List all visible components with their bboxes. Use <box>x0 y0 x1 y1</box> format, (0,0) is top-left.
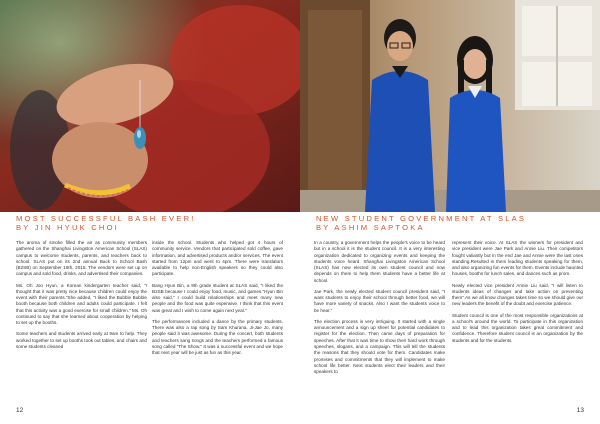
paragraph: The aroma of smoke filled the air as community members gathered on the Shanghai Livingston American School (SLAS) campus to welcome students, parents, and teachers back to school. SLAS put on its 2nd annual Back to School Bash (B2SB) on September 19th, 2015. The vendors were set up on campus and sold food, drinks, and advertised their companies. <box>16 240 147 277</box>
paragraph: The performances included a dance by the primary students. There was also a rap song by Sam Khurana. Ji-Jae Jo, many people said it was awesome. During the concert, both students and teachers sang songs and the teachers performed a famous song called "The Show." It was a successful event and we hope that next year will be just as fun as this year. <box>152 318 283 356</box>
article-column-2 <box>152 240 283 361</box>
article-column-2 <box>452 240 583 349</box>
bash-photo <box>0 0 300 212</box>
article-headline: MOST SUCCESSFUL BASH EVER! <box>16 214 196 223</box>
paragraph: In a country, a government helps the people's voice to be heard but in a school it is the student council. It is a very interesting organization dedicated to organizing events and keeping the students voice heard. Shanghai Livingston American School (SLAS) has now elected its own student council and now depends on them to help them students have a better life at school. <box>314 240 445 283</box>
page-number: 12 <box>16 407 24 414</box>
paragraph: represent their voice. At SLAS the winners for president and vice president were Jae Park and Annie Liu. Their competitors fought valiantly but in the end Jae and Annie were the last ones standing.Resulted in them leading students speaking for them, and also organizing fun events for them. Events include haunted houses, booths for lunch sales, and dances such as prom. <box>452 240 583 277</box>
article-headline: NEW STUDENT GOVERNMENT AT SLAS <box>316 214 527 223</box>
paragraph: The election process is very intriguing. It started with a single announcement and a sign up sheet for potential candidates to register for the election. Then came days of preparation for speeches. After that it was time to show their hard work through speeches, slogans, and a campaign. This will tell the students the reasons that they should vote for them. Candidates make promises and commitments that they will implement to make school life better. Next students elect their leaders and their speakers to <box>314 318 445 375</box>
page-number: 13 <box>576 407 584 414</box>
paragraph: inside the school. Students who helped got 4 hours of community service. Vendors that participated sold coffee, gave information, and advertised products and/or services. The event started from 12pm and went to 4pm. There were translators available to help non-English speakers so they could also participate. <box>152 240 283 277</box>
article-byline: BY ASHIM SAPTOKA <box>316 223 425 232</box>
student-government-photo <box>300 0 600 212</box>
right-page <box>300 0 600 424</box>
article-column-1 <box>314 240 445 380</box>
article-column-1 <box>16 240 147 355</box>
article-byline: BY JIN HYUK CHOI <box>16 223 119 232</box>
paragraph: Ms. Oh Joo Hyun, a Korean kindergarten teacher said, "I thought that it was pretty nice because children could enjoy the event with their parents."She added, "I liked the Bubble Bubble booth because both children and adults could participate. I felt that this activity was a good exercise for small children." Ms. Oh continued to say that she learned about cooperation by helping to set up the booths. <box>16 282 147 326</box>
paragraph: Newly elected vice president Annie Liu said, "I will listen to students ideas of changes and take action on preventing them".As we all know changes takes time so we should give our new leaders the benefit of the doubt and exercise patience. <box>452 282 583 307</box>
paragraph: Jae Park, the newly elected student council president said, "I want students to enjoy their school through better food, we will have more variety of snacks. Also I want the students voice to be hear." <box>314 288 445 313</box>
paragraph: Bang Hyun Bin, a 9th grade student at SLAS said, "I liked the B2SB because I could enjoy food, music, and games."Hyun Bin also said," I could build relationships and meet many new people and the food was quite expensive. I think that this event was great and I wish to come again next year." <box>152 282 283 313</box>
paragraph: Some teachers and students arrived early at 9am to help. They worked together to set up booths took out tables, and chairs and some students cleaned <box>16 331 147 350</box>
paragraph: Student council is one of the most responsible organizations at a school's around the world. To participate in this organization and to lead this organization takes great commitment and confidence. Therefore student council is an organization by the students and for the students. <box>452 312 583 343</box>
